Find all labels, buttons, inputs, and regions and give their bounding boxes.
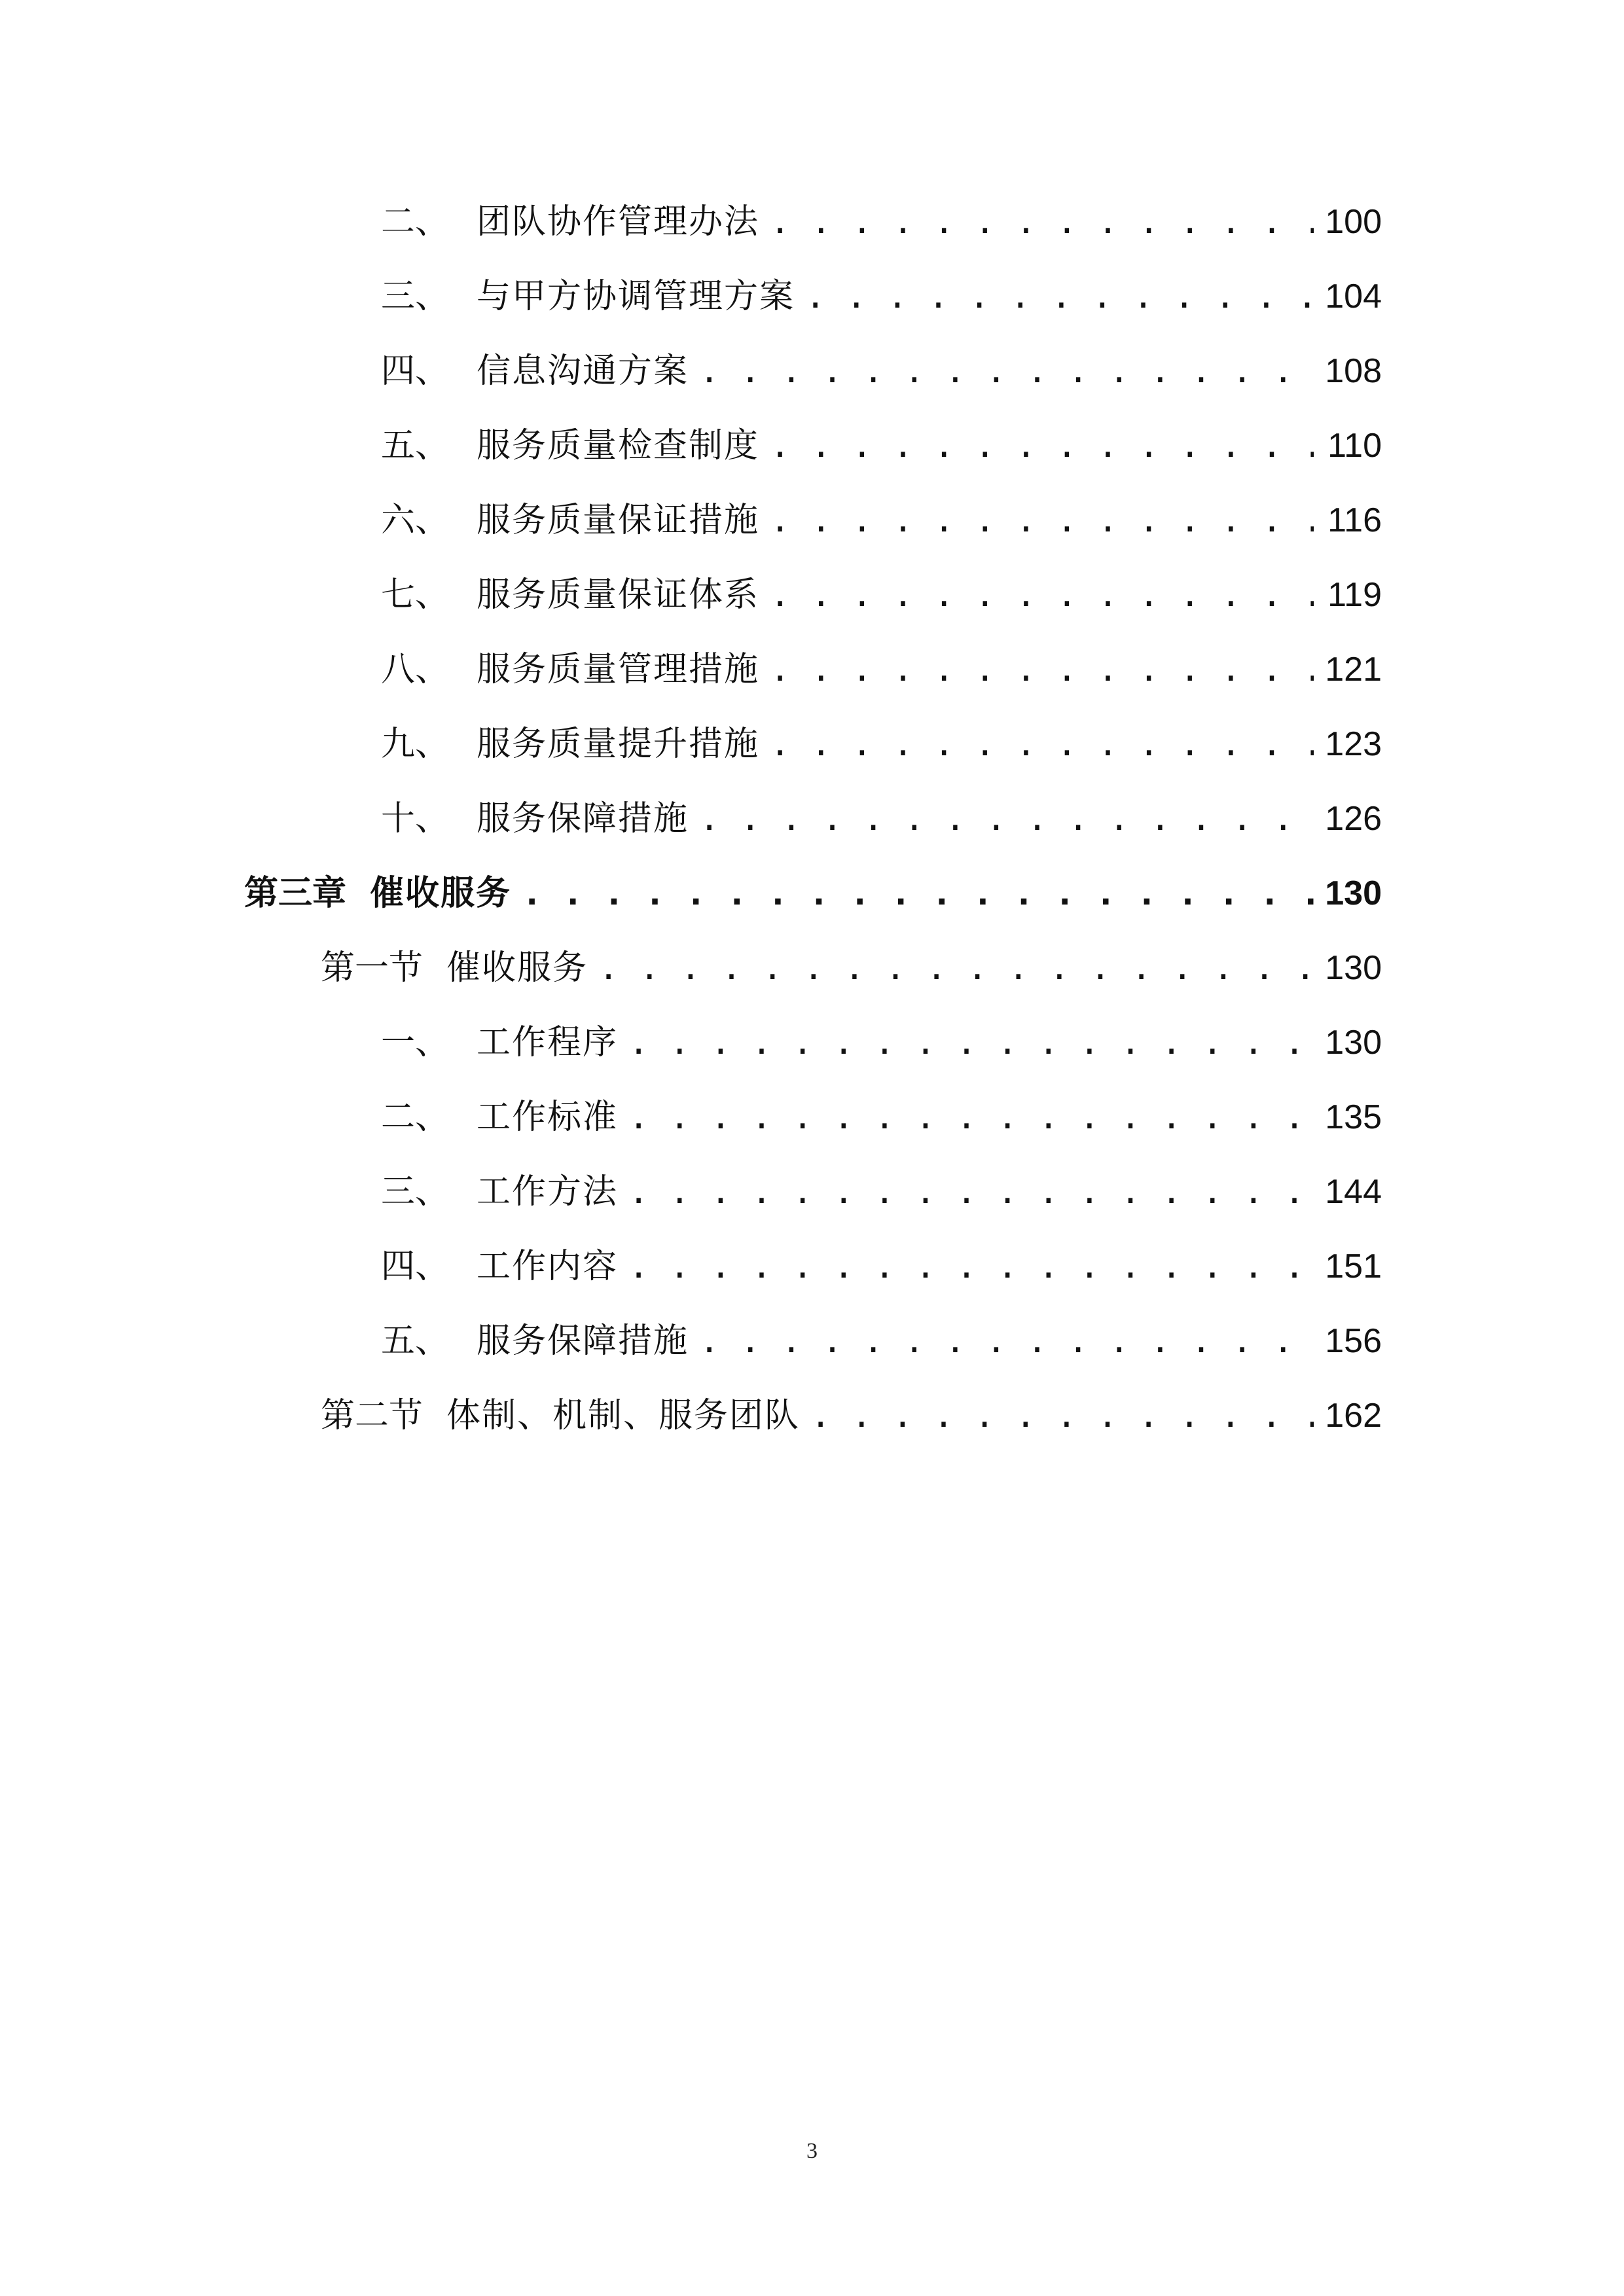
toc-dot-leader: [770, 715, 1314, 774]
toc-entry-page: 144: [1325, 1173, 1382, 1211]
toc-dot-leader: [628, 1237, 1314, 1296]
toc-dot-leader: [628, 1162, 1314, 1221]
toc-section-title: 催收服务: [446, 948, 588, 988]
toc-entry-page: 116: [1327, 501, 1382, 539]
toc-dot-leader: [522, 864, 1314, 923]
toc-entry[interactable]: [381, 715, 1382, 774]
toc-dot-leader: [770, 192, 1314, 251]
toc-entry-number: 一、: [381, 1023, 450, 1062]
toc-entry-page: 130: [1325, 1024, 1382, 1062]
toc-chapter-title: 催收服务: [370, 873, 512, 913]
toc-entry[interactable]: [381, 1162, 1382, 1221]
toc-entry-title: 工作内容: [477, 1247, 619, 1286]
toc-entry-title: 服务保障措施: [477, 799, 689, 838]
toc-dot-leader: [810, 1386, 1314, 1445]
toc-entry-number: 五、: [381, 426, 450, 465]
toc-entry-page: 110: [1327, 427, 1382, 465]
toc-dot-leader: [699, 1312, 1314, 1371]
toc-entry[interactable]: [381, 342, 1382, 401]
toc-entry-number: 四、: [381, 1247, 450, 1286]
toc-dot-leader: [699, 342, 1314, 401]
toc-dot-leader: [628, 1088, 1314, 1147]
toc-entry-number: 八、: [381, 650, 450, 689]
toc-entry[interactable]: [381, 267, 1382, 326]
toc-entry-number: 二、: [381, 202, 450, 242]
toc-entry-number: 五、: [381, 1321, 450, 1361]
toc-entry[interactable]: [381, 789, 1382, 848]
toc-entry[interactable]: [381, 1013, 1382, 1072]
toc-entry[interactable]: [381, 1237, 1382, 1296]
toc-dot-leader: [770, 491, 1314, 550]
toc-dot-leader: [699, 789, 1314, 848]
toc-entry-page: 126: [1325, 800, 1382, 838]
toc-entry-number: 九、: [381, 725, 450, 764]
toc-section-title: 体制、机制、服务团队: [446, 1396, 801, 1435]
toc-entry-title: 服务质量管理措施: [477, 650, 760, 689]
toc-dot-leader: [598, 939, 1314, 997]
toc-dot-leader: [770, 416, 1314, 475]
toc-entry[interactable]: [381, 416, 1382, 475]
toc-dot-leader: [628, 1013, 1314, 1072]
toc-section-entry[interactable]: [321, 939, 1382, 997]
toc-entry-title: 团队协作管理办法: [477, 202, 760, 242]
toc-entry-title: 服务保障措施: [477, 1321, 689, 1361]
page-number: 3: [806, 2139, 818, 2163]
toc-entry-title: 工作方法: [477, 1172, 619, 1211]
toc-section-entry[interactable]: [321, 1386, 1382, 1445]
toc-entry-page: 121: [1325, 651, 1382, 689]
toc-entry-number: 十、: [381, 799, 450, 838]
toc-entry[interactable]: [381, 640, 1382, 699]
toc-entry-number: 四、: [381, 351, 450, 391]
toc-entry-page: 104: [1325, 278, 1382, 315]
toc-chapter-entry[interactable]: [244, 864, 1382, 923]
toc-entry-page: 123: [1325, 725, 1382, 763]
toc-entry-title: 服务质量提升措施: [477, 725, 760, 764]
toc-entry-number: 六、: [381, 501, 450, 540]
toc-entry-title: 工作标准: [477, 1098, 619, 1137]
toc-chapter-number: 第三章: [244, 873, 347, 913]
toc-dot-leader: [805, 267, 1314, 326]
toc-entry-title: 工作程序: [477, 1023, 619, 1062]
toc-dot-leader: [770, 565, 1314, 624]
toc-section-number: 第二节: [321, 1396, 424, 1435]
toc-entry-page: 135: [1325, 1098, 1382, 1136]
toc-entry[interactable]: [381, 1312, 1382, 1371]
toc-entry-page: 119: [1327, 576, 1382, 614]
toc-entry-title: 服务质量保证体系: [477, 575, 760, 615]
toc-entry-title: 服务质量检查制度: [477, 426, 760, 465]
toc-entry-number: 三、: [381, 277, 450, 316]
toc-entry-title: 服务质量保证措施: [477, 501, 760, 540]
toc-entry-page: 156: [1325, 1322, 1382, 1360]
toc-entry-number: 三、: [381, 1172, 450, 1211]
toc-entry-page: 100: [1325, 203, 1382, 241]
toc-section-page: 130: [1325, 949, 1382, 987]
toc-entry[interactable]: [381, 192, 1382, 251]
toc-entry-number: 二、: [381, 1098, 450, 1137]
toc-entry[interactable]: [381, 1088, 1382, 1147]
toc-entry[interactable]: [381, 491, 1382, 550]
toc-entry-title: 与甲方协调管理方案: [477, 277, 795, 316]
toc-entry-page: 151: [1325, 1247, 1382, 1285]
toc-dot-leader: [770, 640, 1314, 699]
toc-entry-number: 七、: [381, 575, 450, 615]
toc-entry-title: 信息沟通方案: [477, 351, 689, 391]
toc-section-page: 162: [1325, 1397, 1382, 1435]
toc-entry-page: 108: [1325, 352, 1382, 390]
toc-section-number: 第一节: [321, 948, 424, 988]
toc-entry[interactable]: [381, 565, 1382, 624]
toc-chapter-page: 130: [1325, 874, 1382, 912]
